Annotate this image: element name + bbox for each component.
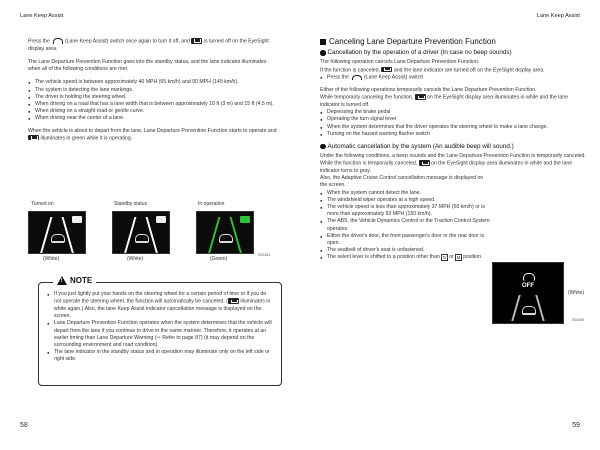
note-box [38, 275, 282, 386]
list-item [47, 291, 273, 320]
text-span: When the vehicle is about to depart from the lane, Lane Departure Prevention Function starts to operate and [28, 127, 277, 134]
text-span: on the EyeSight display area illuminates in white and the lane indicator is turned off. [320, 94, 569, 108]
screen-caption: (White) [43, 256, 60, 262]
subsection-title [320, 49, 586, 56]
lane-keep-indicator-icon [72, 216, 82, 223]
lane-indicator-left [124, 217, 137, 254]
vehicle-icon [522, 306, 536, 315]
page-number: 59 [572, 422, 580, 429]
note-heading [53, 276, 96, 285]
vehicle-icon [135, 234, 149, 243]
right-body [320, 38, 586, 267]
screen-turned-on [28, 211, 86, 254]
lane-keep-switch-icon [350, 74, 362, 80]
text-span: Press the [28, 38, 50, 45]
screen-label: Standby status [114, 201, 148, 207]
list-item: ● When the system determines that the driver operates the steering wheel to make a lane change. [320, 124, 586, 131]
screen-in-operation [196, 211, 254, 254]
lane-keep-indicator-icon [191, 38, 202, 44]
text-span: and the lane indicator are turned off on the EyeSight display area. [393, 67, 545, 74]
text-span: The select lever is shifted to a position other than [327, 254, 440, 261]
paragraph: Also, the Adaptive Cruise Control cancellation message is displayed on the screen. [320, 175, 484, 189]
section-title-text: Canceling Lane Departure Prevention Function [329, 37, 496, 46]
running-head: Lane Keep Assist [536, 13, 580, 19]
text-span: Press the [327, 74, 349, 81]
text-span: position. [463, 254, 483, 261]
lane-keep-icon [523, 273, 535, 281]
text-span: or [449, 254, 454, 261]
lane-keep-indicator-icon [228, 298, 239, 304]
list-item: ● Either the driver's door, the front passenger's door or the rear door is open. [320, 233, 490, 247]
text-span: While temporarily canceling the function, [320, 94, 414, 101]
subsection-title [320, 143, 586, 150]
list-item: ● When driving on a road that has a lane width that is between approximately 10 ft (3 m) and 15 ft (4.5 m). [28, 101, 278, 108]
text-span: is turned off on the EyeSight display area. [28, 38, 269, 52]
bullet-dot-icon [320, 144, 326, 150]
text-span: illuminates in white again.) Also, the lane Keep Assist indicator cancellation message is displayed on the screen. [54, 298, 271, 320]
standby-paragraph: The Lane Departure Prevention Function goes into the standby status, and the lane indicator illuminates when all of the following conditions are met. [28, 58, 267, 73]
lane-keep-indicator-icon [240, 216, 250, 223]
intro-paragraph [28, 38, 278, 53]
screen-standby [112, 211, 170, 254]
screen-caption: (Green) [210, 256, 228, 262]
cancel-operations-list [320, 109, 586, 138]
lane-keep-indicator-icon [419, 160, 430, 166]
paragraph: Either of the following operations temporarily cancels the Lane Departure Prevention Function. [320, 87, 537, 94]
paragraph [320, 94, 586, 109]
operation-paragraph [28, 128, 278, 143]
paragraph [320, 67, 586, 75]
off-label: OFF [521, 282, 535, 289]
list-item: ● Turning on the hazard warning flasher switch [320, 131, 586, 138]
text-span: (Lane Keep Assist) switch once again to turn it off, and [64, 38, 190, 45]
display-caption: (White) [568, 290, 585, 296]
screen-label: In operation [198, 201, 225, 207]
status-screens-figure [28, 201, 288, 261]
lane-keep-indicator-icon [415, 94, 426, 100]
list-item: ● The windshield wiper operates at a high speed. [320, 197, 490, 204]
right-page [300, 0, 600, 450]
lane-keep-switch-icon [51, 38, 63, 44]
list-item: ● When driving on a straight road or gentle curve. [28, 108, 278, 115]
paragraph: Under the following conditions, a beep sounds and the Lane Departure Prevention Function is temporarily canceled. [320, 153, 586, 160]
subsection-title-text: Automatic cancellation by the system (An audible beep will sound.) [327, 142, 514, 150]
paragraph: The following operation cancels Lane Departure Prevention Function. [320, 59, 480, 66]
note-title: NOTE [70, 275, 93, 285]
warning-icon [57, 276, 67, 285]
list-item: ● The vehicle speed is less than approximately 37 MPH (60 km/h) or is more than approximately 93 MPH (150 km/h). [320, 204, 490, 218]
lane-indicator-left [208, 217, 221, 254]
lane-indicator-left [40, 217, 53, 254]
paragraph [320, 160, 586, 175]
list-item: ● The ABS, the Vehicle Dynamics Control or the Traction Control System operates. [320, 218, 490, 232]
list-item [320, 74, 586, 82]
note-list [47, 291, 273, 364]
text-span: While the function is temporarily canceled, [320, 160, 418, 167]
screen-caption: (White) [127, 256, 144, 262]
screen-label: Turned on [31, 201, 54, 207]
lane-keep-off-display [492, 262, 564, 324]
lane-indicator-left [511, 295, 520, 321]
bullet-dot-icon [320, 50, 326, 56]
list-item: ● Depressing the brake pedal [320, 109, 586, 116]
subsection-title-text: Cancellation by the operation of a driver (In case no beep sounds) [327, 49, 512, 57]
page-number: 58 [20, 422, 28, 429]
gear-m-key: M [456, 255, 461, 261]
text-span: illuminates in green while it is operating. [40, 135, 133, 142]
left-body [28, 38, 278, 148]
section-square-icon [320, 39, 326, 45]
lane-indicator-right [535, 295, 544, 321]
list-item: ● The seatbelt of driver's seat is unfastened. [320, 247, 586, 254]
figure-code: S02404 [258, 253, 271, 257]
text-span: (Lane Keep Assist) switch. [363, 74, 425, 81]
running-head: Lane Keep Assist [20, 13, 64, 19]
figure-code: S02405 [572, 318, 585, 322]
auto-cancel-list [320, 190, 586, 262]
list-item: ● When driving near the center of a lane. [28, 115, 278, 122]
text-span: on the EyeSight display area illuminates in white and the lane indicator turns to gray. [320, 160, 573, 175]
text-span: If you just lightly put your hands on the steering wheel for a certain period of time or if you do not operate the steering wheel, the function will automatically be canceled. ( [54, 291, 267, 305]
gear-d-key: D [442, 255, 447, 261]
text-span: If the function is canceled, [320, 67, 380, 74]
list-item: ● The driver is holding the steering wheel. [28, 94, 278, 101]
list-item: ● When the system cannot detect the lane. [320, 190, 490, 197]
list-item: ● The lane indicator in the standby status and in operation may illuminate only on the left side or right side. [47, 349, 273, 363]
list-item: ● The vehicle speed is between approximately 40 MPH (65 km/h) and 90 MPH (145 km/h). [28, 79, 278, 86]
vehicle-icon [219, 234, 233, 243]
conditions-list [28, 79, 278, 122]
lane-keep-indicator-icon [381, 67, 392, 73]
list-item: ● Lane Departure Prevention Function operates when the system determines that the vehicle will depart from the lane if you continue to drive in the same manner. Therefore, it operates at an earlier timing than Lane Departure Warning (⇨ Refer to page 87) (it may depend on the surrounding environment and road condition). [47, 320, 273, 349]
list-item: ● The system is detecting the lane markings. [28, 87, 278, 94]
list-item: ● Operating the turn signal lever [320, 116, 586, 123]
lane-keep-indicator-icon [156, 216, 166, 223]
lane-keep-indicator-icon [28, 135, 39, 141]
vehicle-icon [51, 234, 65, 243]
bullet-list [320, 74, 586, 82]
section-title [320, 38, 586, 45]
list-item [320, 254, 586, 261]
